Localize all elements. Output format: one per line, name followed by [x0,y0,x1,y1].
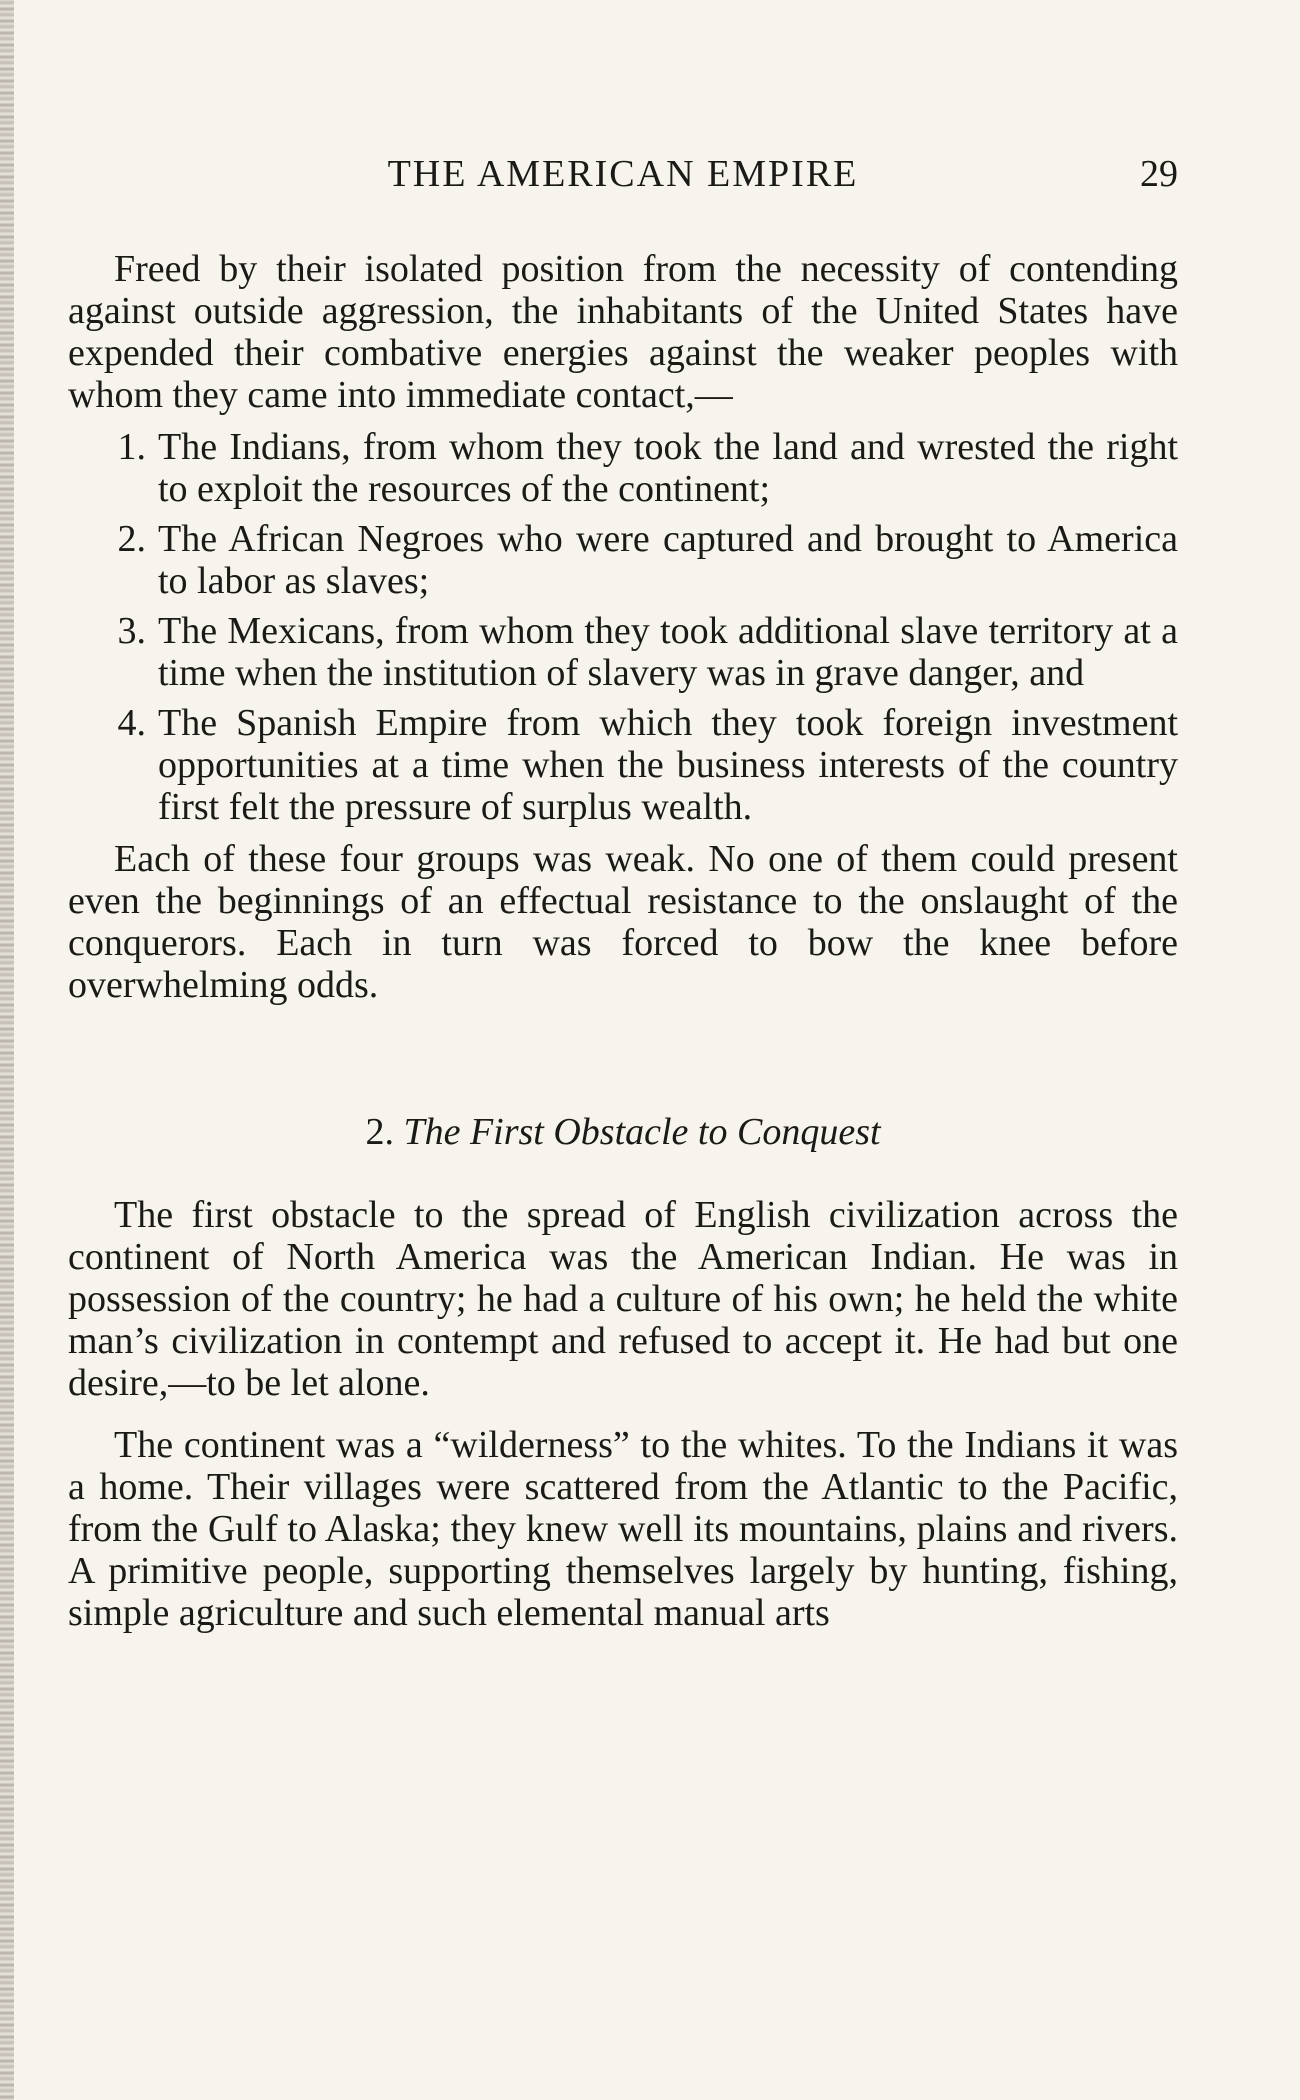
section-paragraph-1: The first obstacle to the spread of English civilization across the continent of North America was the American Indian. He was in possession of the country; he had a culture of his own; he held the white man’s civilization in contempt and refused to accept it. He had but one desire,—to be let alone. [68,1194,1178,1404]
section-number: 2. [365,1111,394,1153]
paragraph-spacer [68,1404,1178,1424]
list-item-number: 4. [117,702,146,744]
list-item-number: 1. [117,426,146,468]
section-heading [68,1110,1178,1154]
list-item [68,518,1178,602]
list-item [68,702,1178,828]
section-title: The First Obstacle to Conquest [403,1111,881,1153]
page-number: 29 [1140,153,1178,195]
summary-paragraph: Each of these four groups was weak. No one of them could present even the beginnings of an effectual resistance to the onslaught of the conquerors. Each in turn was forced to bow the knee before overwhelming odds. [68,838,1178,1006]
list-item [68,610,1178,694]
intro-paragraph: Freed by their isolated position from the necessity of contending against outside aggression, the inhabitants of the United States have expended their combative energies against the weaker peoples with whom they came into immediate contact,— [68,248,1178,416]
section-paragraph-2: The continent was a “wilderness” to the whites. To the Indians it was a home. Their villages were scattered from the Atlantic to the Pacific, from the Gulf to Alaska; they knew well its mountains, plains and rivers. A primitive people, supporting themselves largely by hunting, fishing, simple agriculture and such elemental manual arts [68,1424,1178,1634]
page-header [68,140,1178,200]
list-item-text: The Indians, from whom they took the land and wrested the right to exploit the resources of the continent; [158,426,1178,510]
list-item-number: 3. [117,610,146,652]
groups-list [68,426,1178,828]
list-item-text: The African Negroes who were captured and brought to America to labor as slaves; [158,518,1178,602]
list-item-text: The Spanish Empire from which they took foreign investment opportunities at a time when the business interests of the country first felt the pressure of surplus wealth. [158,702,1178,828]
list-item-number: 2. [117,518,146,560]
running-head: THE AMERICAN EMPIRE [387,153,859,195]
list-item [68,426,1178,510]
list-item-text: The Mexicans, from whom they took additional slave territory at a time when the institution of slavery was in grave danger, and [158,610,1178,694]
scan-edge-shadow [0,0,14,2100]
book-page [68,140,1178,1634]
